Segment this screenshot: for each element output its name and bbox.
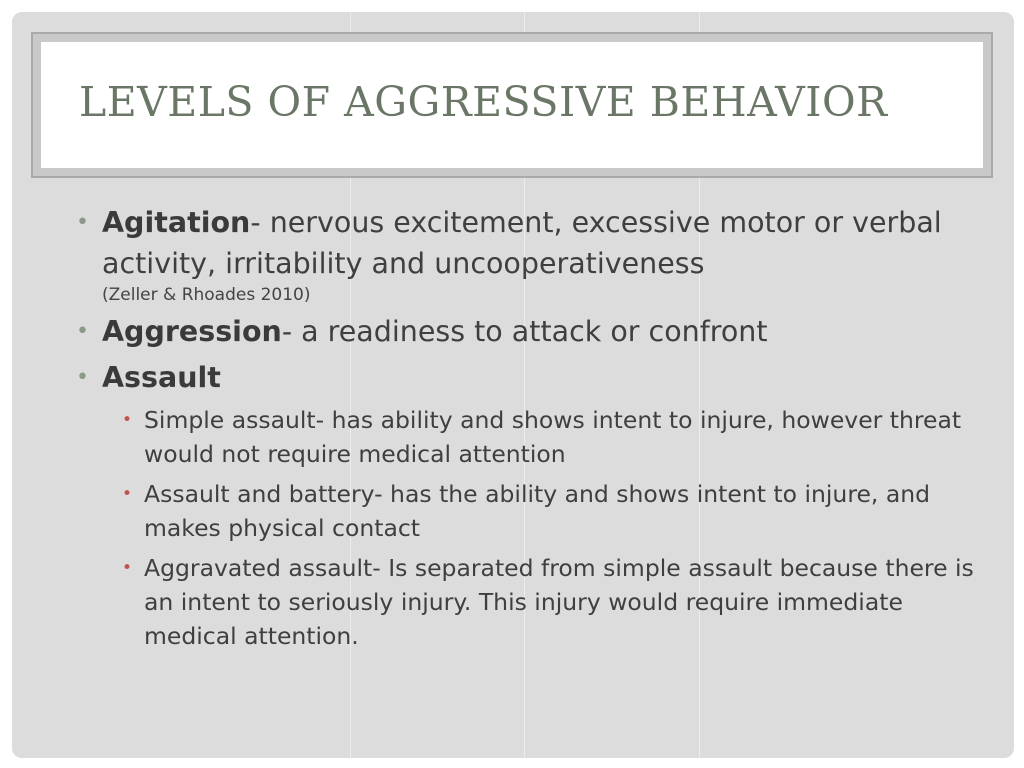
subbullet-text: Aggravated assault- Is separated from simple assault because there is an intent to seriously injury. This injury would require immediate medical attention. <box>144 554 974 650</box>
bullet-term: Assault <box>102 361 221 394</box>
citation: (Zeller & Rhoades 2010) <box>102 285 311 305</box>
subbullet-text: Assault and battery- has the ability and shows intent to injure, and makes physical contact <box>144 480 931 542</box>
slide <box>12 12 1014 758</box>
subbullet-dot: • <box>122 558 133 578</box>
bullet-text: - a readiness to attack or confront <box>281 315 768 348</box>
bullet-dot: • <box>76 319 89 344</box>
bullet-term: Aggression <box>102 315 282 348</box>
subbullet-dot: • <box>122 484 133 504</box>
bullet-assault <box>74 357 974 398</box>
subbullet-aggravated-assault <box>74 551 974 653</box>
slide-title: LEVELS OF AGGRESSIVE BEHAVIOR <box>79 78 888 126</box>
bullet-text: - nervous excitement, excessive motor or verbal activity, irritability and uncooperativeness <box>102 206 942 280</box>
subbullet-text: Simple assault- has ability and shows intent to injure, however threat would not require medical attention <box>144 406 962 468</box>
bullet-dot: • <box>76 210 89 235</box>
bullet-term: Agitation <box>102 206 251 239</box>
subbullet-simple-assault <box>74 403 974 471</box>
subbullet-dot: • <box>122 410 133 430</box>
subbullet-assault-and-battery <box>74 477 974 545</box>
slide-content <box>74 202 974 659</box>
bullet-dot: • <box>76 365 89 390</box>
bullet-agitation <box>74 202 974 306</box>
title-frame <box>31 32 993 178</box>
bullet-aggression <box>74 311 974 352</box>
title-box <box>41 42 983 168</box>
